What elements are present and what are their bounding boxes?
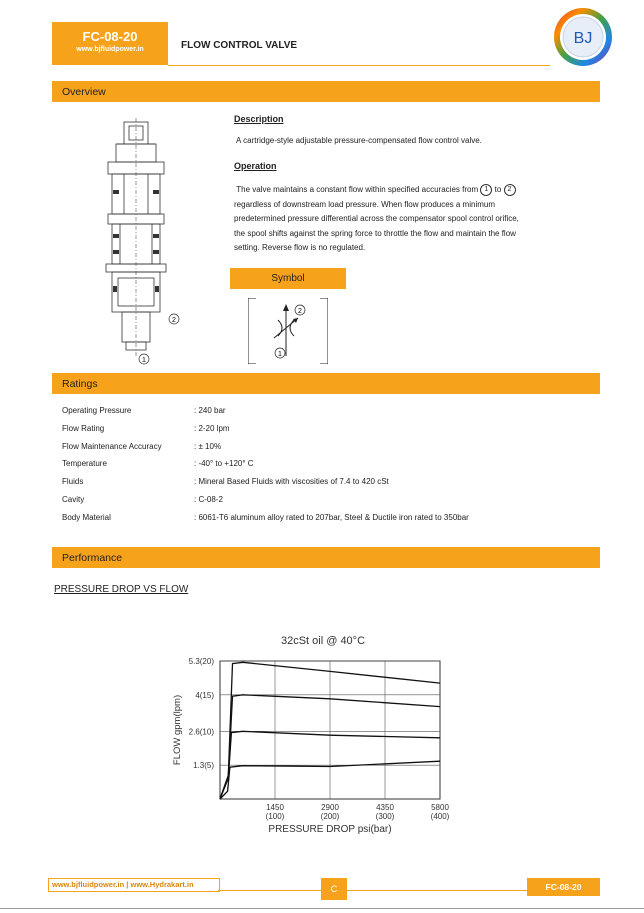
chart-x-tick-sub-label: (100) — [265, 812, 285, 821]
section-bar-ratings — [52, 373, 600, 394]
pressure-drop-vs-flow-chart — [160, 625, 460, 840]
operation-line-1: The valve maintains a constant flow within specified accuracies from 1 to 2 — [234, 183, 574, 198]
chart-x-tick-sub-label: (400) — [430, 812, 450, 821]
chart-heading: PRESSURE DROP VS FLOW — [54, 584, 189, 595]
bj-logo — [552, 6, 614, 68]
description-heading: Description — [234, 114, 284, 124]
section-bar-performance — [52, 547, 600, 568]
logo-text: BJ — [573, 30, 593, 47]
chart-x-tick-label: 4350 — [376, 803, 394, 812]
header-code-box — [52, 22, 168, 65]
operation-line-4: the spool shifts against the spring force to throttle the flow and maintain the flow — [234, 228, 516, 238]
rating-label-body-material: Body Material — [62, 513, 111, 522]
rating-value-fluids: : Mineral Based Fluids with viscosities of 7.4 to 420 cSt — [194, 477, 389, 486]
rating-label-pressure: Operating Pressure — [62, 406, 132, 415]
drawing-port2-label: 2 — [172, 317, 176, 324]
rating-value-cavity: : C-08-2 — [194, 495, 223, 504]
rating-label-accuracy: Flow Maintenance Accuracy — [62, 442, 162, 451]
drawing-port1-label: 1 — [142, 357, 146, 364]
rating-value-body-material: : 6061-T6 aluminum alloy rated to 207bar, Steel & Ductile iron rated to 350bar — [194, 513, 469, 522]
footer-links-text[interactable]: www.bjfluidpower.in | www.Hydrakart.in — [52, 880, 194, 889]
chart-y-tick-label: 4(15) — [195, 690, 214, 700]
operation-text — [234, 183, 574, 256]
model-code: FC-08-20 — [82, 29, 138, 44]
chart-x-tick-label: 5800 — [431, 803, 449, 812]
chart-y-tick-label: 2.6(10) — [188, 727, 214, 737]
description-text: A cartridge-style adjustable pressure-compensated flow control valve. — [236, 136, 482, 145]
chart-title: 32cSt oil @ 40°C — [280, 635, 366, 647]
page-bottom-rule — [0, 908, 644, 909]
chart-x-axis-label: PRESSURE DROP psi(bar) — [268, 824, 392, 835]
symbol-port2-label: 2 — [298, 308, 302, 315]
footer-links[interactable] — [48, 878, 220, 892]
rating-label-flow: Flow Rating — [62, 424, 105, 433]
footer-divider — [218, 890, 528, 891]
performance-label: Performance — [62, 552, 123, 564]
hydraulic-symbol — [248, 298, 328, 364]
symbol-label: Symbol — [271, 273, 305, 284]
rating-label-cavity: Cavity — [62, 495, 85, 504]
chart-x-tick-sub-label: (200) — [320, 812, 340, 821]
chart-y-tick-label: 5.3(20) — [188, 657, 214, 666]
operation-line-2: regardless of downstream load pressure. When flow produces a minimum — [234, 199, 496, 209]
rating-value-accuracy: : ± 10% — [194, 442, 222, 451]
rating-label-fluids: Fluids — [62, 477, 84, 486]
rating-value-pressure: : 240 bar — [194, 406, 226, 415]
symbol-port1-label: 1 — [278, 351, 282, 358]
page-title: FLOW CONTROL VALVE — [181, 40, 298, 51]
overview-label: Overview — [62, 86, 106, 98]
ratings-label: Ratings — [62, 378, 98, 390]
header-divider — [168, 65, 550, 66]
header-site[interactable]: www.bjfluidpower.in — [76, 46, 144, 53]
footer-page-marker: C — [321, 878, 347, 900]
rating-label-temperature: Temperature — [62, 459, 107, 468]
footer-model-code: FC-08-20 — [527, 878, 600, 896]
valve-cross-section-drawing — [96, 118, 186, 368]
chart-x-tick-label: 2900 — [321, 803, 339, 812]
rating-value-flow: : 2-20 lpm — [194, 424, 230, 433]
rating-value-temperature: : -40° to +120° C — [194, 459, 254, 468]
operation-line-3: predetermined pressure differential across the compensator spool control orifice, — [234, 214, 519, 223]
chart-y-axis-label: FLOW gpm(lpm) — [172, 694, 183, 766]
operation-heading: Operation — [234, 161, 277, 171]
chart-y-tick-label: 1.3(5) — [193, 761, 214, 771]
operation-line-5: setting. Reverse flow is no regulated. — [234, 243, 366, 252]
port1-circle: 1 — [480, 184, 492, 196]
chart-x-tick-label: 1450 — [266, 803, 284, 812]
chart-x-tick-sub-label: (300) — [375, 812, 395, 821]
symbol-label-box — [230, 268, 346, 289]
port2-circle: 2 — [504, 184, 516, 196]
section-bar-overview — [52, 81, 600, 102]
